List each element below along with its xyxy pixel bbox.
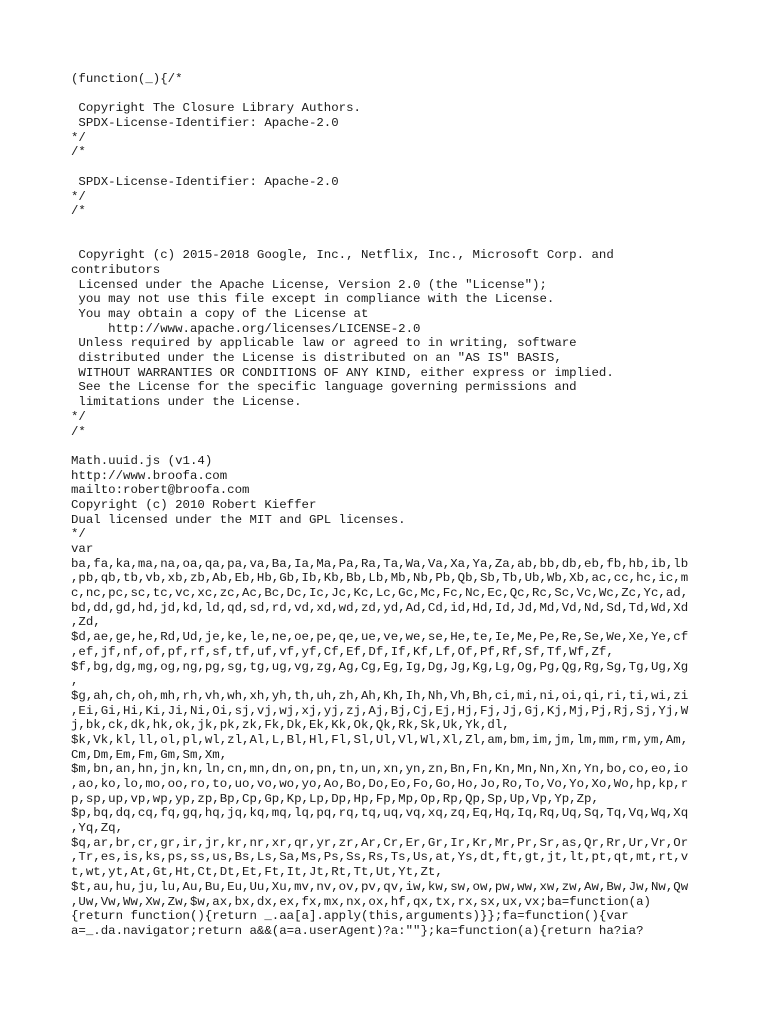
- code-line: Copyright The Closure Library Authors.: [71, 101, 361, 116]
- code-line: ,Ei,Gi,Hi,Ki,Ji,Ni,Oi,sj,vj,wj,xj,yj,zj,Aj,Bj,Cj,Ej,Hj,Fj,Jj,Gj,Kj,Mj,Pj,Rj,Sj,Yj,W: [71, 703, 689, 718]
- code-line: contributors: [71, 262, 161, 277]
- code-line: var: [71, 542, 94, 556]
- code-line: Unless required by applicable law or agreed to in writing, software: [71, 336, 577, 351]
- code-line: $t,au,hu,ju,lu,Au,Bu,Eu,Uu,Xu,mv,nv,ov,pv,qv,iw,kw,sw,ow,pw,ww,xw,zw,Aw,Bw,Jw,Nw,Qw: [71, 879, 689, 894]
- code-line: http://www.apache.org/licenses/LICENSE-2.0: [71, 321, 421, 336]
- code-line: $m,bn,an,hn,jn,kn,ln,cn,mn,dn,on,pn,tn,un,xn,yn,zn,Bn,Fn,Kn,Mn,Nn,Xn,Yn,bo,co,eo,io: [71, 762, 689, 777]
- code-line: (function(_){/*: [71, 72, 183, 86]
- code-line: $k,Vk,kl,ll,ol,pl,wl,zl,Al,L,Bl,Hl,Fl,Sl,Ul,Vl,Wl,Xl,Zl,am,bm,im,jm,lm,mm,rm,ym,Am,: [71, 732, 689, 747]
- code-line: */: [71, 409, 86, 424]
- code-line: ,Zd,: [71, 615, 101, 630]
- code-line: $q,ar,br,cr,gr,ir,jr,kr,nr,xr,qr,yr,zr,Ar,Cr,Er,Gr,Ir,Kr,Mr,Pr,Sr,as,Qr,Rr,Ur,Vr,Or: [71, 835, 689, 850]
- code-line: See the License for the specific language governing permissions and: [71, 380, 577, 395]
- code-line: ,Yq,Zq,: [71, 821, 124, 836]
- code-line: [71, 219, 711, 234]
- code-line: /*: [71, 424, 86, 439]
- code-line: limitations under the License.: [71, 395, 302, 410]
- code-line: [71, 87, 711, 102]
- code-line: [71, 160, 711, 175]
- code-line: */: [71, 189, 86, 204]
- code-line: SPDX-License-Identifier: Apache-2.0: [71, 174, 339, 189]
- source-code-text: [71, 72, 711, 968]
- code-line: ,: [71, 674, 79, 689]
- code-line: a=_.da.navigator;return a&&(a=a.userAgent)?a:""};ka=function(a){return ha?ia?: [71, 923, 644, 938]
- code-line: mailto:robert@broofa.com: [71, 483, 250, 498]
- code-line: ,ef,jf,nf,of,pf,rf,sf,tf,uf,vf,yf,Cf,Ef,Df,If,Kf,Lf,Of,Pf,Rf,Sf,Tf,Wf,Zf,: [71, 644, 614, 659]
- code-line: Copyright (c) 2015-2018 Google, Inc., Netflix, Inc., Microsoft Corp. and: [71, 248, 614, 263]
- code-line: $d,ae,ge,he,Rd,Ud,je,ke,le,ne,oe,pe,qe,ue,ve,we,se,He,te,Ie,Me,Pe,Re,Se,We,Xe,Ye,cf: [71, 630, 689, 645]
- code-line: c,nc,pc,sc,tc,vc,xc,zc,Ac,Bc,Dc,Ic,Jc,Kc,Lc,Gc,Mc,Fc,Nc,Ec,Qc,Rc,Sc,Vc,Wc,Zc,Yc,ad,: [71, 586, 689, 601]
- code-line: $p,bq,dq,cq,fq,gq,hq,jq,kq,mq,lq,pq,rq,tq,uq,vq,xq,zq,Eq,Hq,Iq,Rq,Uq,Sq,Tq,Vq,Wq,Xq: [71, 806, 689, 821]
- code-line: you may not use this file except in compliance with the License.: [71, 292, 555, 307]
- code-line: [71, 439, 711, 454]
- code-line: Licensed under the Apache License, Version 2.0 (the "License");: [71, 277, 547, 292]
- code-line: ,Uw,Vw,Ww,Xw,Zw,$w,ax,bx,dx,ex,fx,mx,nx,ox,hf,qx,tx,rx,sx,ux,vx;ba=function(a): [71, 894, 651, 909]
- code-line: You may obtain a copy of the License at: [71, 307, 369, 321]
- code-line: [71, 939, 711, 954]
- code-line: Math.uuid.js (v1.4): [71, 453, 213, 468]
- code-line: ,pb,qb,tb,vb,xb,zb,Ab,Eb,Hb,Gb,Ib,Kb,Bb,Lb,Mb,Nb,Pb,Qb,Sb,Tb,Ub,Wb,Xb,ac,cc,hc,ic,m: [71, 571, 689, 586]
- code-line: */: [71, 130, 86, 145]
- code-line: $f,bg,dg,mg,og,ng,pg,sg,tg,ug,vg,zg,Ag,Cg,Eg,Ig,Dg,Jg,Kg,Lg,Og,Pg,Qg,Rg,Sg,Tg,Ug,Xg: [71, 659, 689, 674]
- code-line: ba,fa,ka,ma,na,oa,qa,pa,va,Ba,Ia,Ma,Pa,Ra,Ta,Wa,Va,Xa,Ya,Za,ab,bb,db,eb,fb,hb,ib,lb: [71, 556, 689, 571]
- code-line: distributed under the License is distributed on an "AS IS" BASIS,: [71, 351, 562, 366]
- code-line: ,ao,ko,lo,mo,oo,ro,to,uo,vo,wo,yo,Ao,Bo,Do,Eo,Fo,Go,Ho,Jo,Ro,To,Vo,Yo,Xo,Wo,hp,kp,r: [71, 777, 689, 791]
- code-line: http://www.broofa.com: [71, 468, 228, 483]
- code-line: Copyright (c) 2010 Robert Kieffer: [71, 497, 317, 512]
- code-line: WITHOUT WARRANTIES OR CONDITIONS OF ANY KIND, either express or implied.: [71, 365, 614, 380]
- code-line: ,Tr,es,is,ks,ps,ss,us,Bs,Ls,Sa,Ms,Ps,Ss,Rs,Ts,Us,at,Ys,dt,ft,gt,jt,lt,pt,qt,mt,rt,v: [71, 850, 689, 865]
- code-line: */: [71, 527, 86, 542]
- code-line: j,bk,ck,dk,hk,ok,jk,pk,zk,Fk,Dk,Ek,Kk,Ok,Qk,Rk,Sk,Uk,Yk,dl,: [71, 718, 510, 733]
- code-line: Dual licensed under the MIT and GPL licenses.: [71, 512, 406, 527]
- code-line: $g,ah,ch,oh,mh,rh,vh,wh,xh,yh,th,uh,zh,Ah,Kh,Ih,Nh,Vh,Bh,ci,mi,ni,oi,qi,ri,ti,wi,zi: [71, 688, 689, 703]
- code-line: Cm,Dm,Em,Fm,Gm,Sm,Xm,: [71, 747, 228, 762]
- code-line: /*: [71, 145, 86, 160]
- code-line: t,wt,yt,At,Gt,Ht,Ct,Dt,Et,Ft,It,Jt,Rt,Tt,Ut,Yt,Zt,: [71, 865, 443, 880]
- code-line: /*: [71, 204, 86, 219]
- code-line: SPDX-License-Identifier: Apache-2.0: [71, 116, 339, 131]
- code-line: p,sp,up,vp,wp,yp,zp,Bp,Cp,Gp,Kp,Lp,Dp,Hp,Fp,Mp,Op,Rp,Qp,Sp,Up,Vp,Yp,Zp,: [71, 791, 599, 806]
- code-line: [71, 953, 711, 968]
- code-line: bd,dd,gd,hd,jd,kd,ld,qd,sd,rd,vd,xd,wd,zd,yd,Ad,Cd,id,Hd,Id,Jd,Md,Vd,Nd,Sd,Td,Wd,Xd: [71, 600, 689, 615]
- code-line: {return function(){return _.aa[a].apply(this,arguments)}};fa=function(){var: [71, 909, 629, 924]
- code-line: [71, 234, 711, 249]
